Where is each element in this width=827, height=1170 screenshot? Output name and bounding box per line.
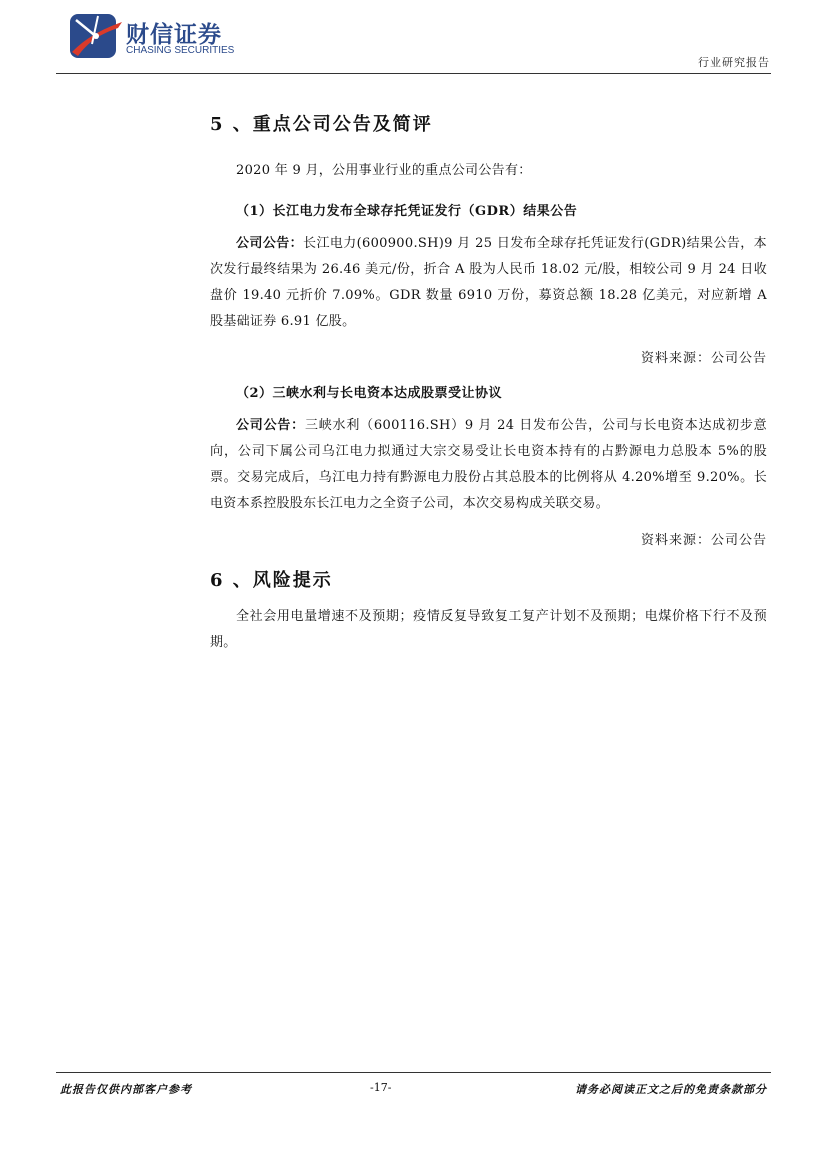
section-6-body: 全社会用电量增速不及预期；疫情反复导致复工复产计划不及预期；电煤价格下行不及预期。 [210, 609, 767, 650]
item-1-body: 长江电力(600900.SH)9 月 25 日发布全球存托凭证发行(GDR)结果公告，本次发行最终结果为 26.46 美元/份，折合 A 股为人民币 18.02 元/股，相较公司 9 月 24 日收盘价 19.40 元折价 7.09%。GDR 数量 6910 万份，募资总额 18.28 亿美元，对应新增 A 股基础证券 6.91 亿股。 [210, 236, 767, 329]
section-5-intro: 2020 年 9 月，公用事业行业的重点公司公告有： [236, 163, 532, 178]
footer-disclaimer-right: 请务必阅读正文之后的免责条款部分 [575, 1083, 767, 1096]
company-logo [68, 12, 258, 66]
item-1-title: （1）长江电力发布全球存托凭证发行（GDR）结果公告 [236, 204, 578, 219]
section-6-title: 6 、风险提示 [210, 570, 333, 591]
item-2-lead: 公司公告： [236, 418, 305, 433]
footer-divider [56, 1072, 771, 1073]
main-content [210, 110, 767, 656]
item-2-source: 资料来源：公司公告 [640, 533, 767, 548]
page-number: -17- [370, 1081, 392, 1094]
item-1-source: 资料来源：公司公告 [640, 351, 767, 366]
item-1-lead: 公司公告： [236, 236, 304, 251]
item-2-title: （2）三峡水利与长电资本达成股票受让协议 [236, 386, 503, 401]
item-2-paragraph [210, 413, 767, 517]
item-1-paragraph [210, 231, 767, 335]
header-divider [56, 73, 771, 74]
report-type-label: 行业研究报告 [698, 56, 770, 69]
section-5-title: 5 、重点公司公告及简评 [210, 114, 433, 135]
logo-emblem-icon [68, 12, 124, 62]
logo-english-name: CHASING SECURITIES [126, 45, 235, 56]
item-2-body: 三峡水利（600116.SH）9 月 24 日发布公告，公司与长电资本达成初步意向，公司下属公司乌江电力拟通过大宗交易受让长电资本持有的占黔源电力总股本 5%的股票。交易完成后，乌江电力持有黔源电力股份占其总股本的比例将从 4.20%增至 9.20%。长电资本系控股股东长江电力之全资子公司，本次交易构成关联交易。 [210, 418, 767, 511]
footer-disclaimer-left: 此报告仅供内部客户参考 [60, 1083, 192, 1096]
logo-chinese-name: 财信证券 [126, 22, 222, 48]
